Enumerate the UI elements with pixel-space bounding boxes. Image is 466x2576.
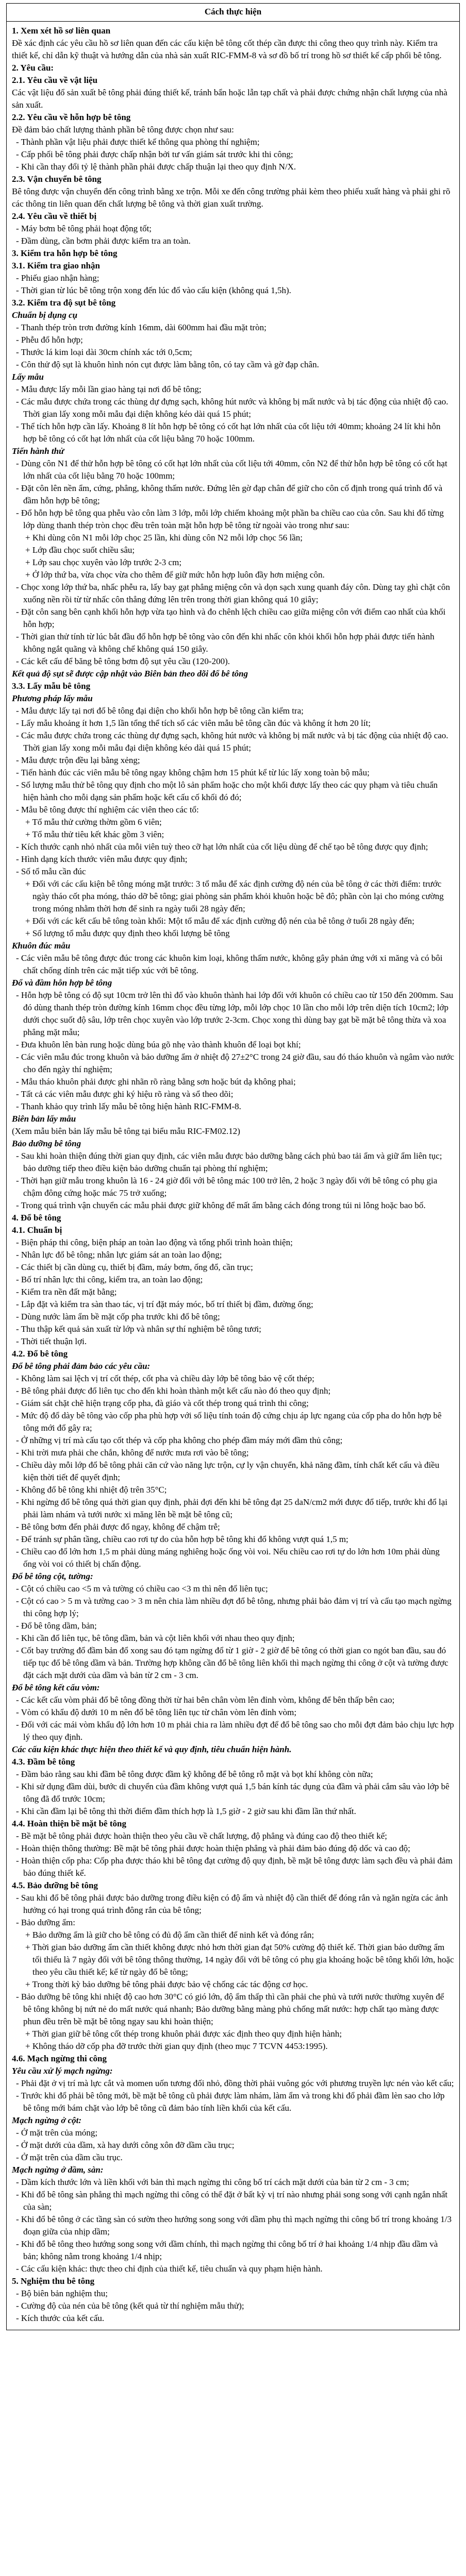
list-item: - Tất cả các viên mẫu được ghi ký hiệu rõ ràng và sổ theo dõi; [16,1089,234,1099]
sub-list-item: + Khi dùng côn N1 mỗi lớp chọc 25 lần, khi dùng côn N2 mỗi lớp chọc 56 lần; [25,533,303,543]
section-heading: 1. Xem xét hồ sơ liên quan [12,26,111,36]
italic-heading: Các cấu kiện khác thực hiện theo thiết kế và quy định, tiêu chuẩn hiện hành. [12,1744,292,1754]
subsection-heading: 3.2. Kiểm tra độ sụt bê tông [12,298,116,308]
list-item: - Nhân lực đổ bê tông; nhân lực giám sát an toàn lao động; [16,1250,222,1260]
section-heading: 4.5. Bảo dưỡng bê tông [12,1880,98,1890]
list-item: - Đối với các mái vòm khẩu độ lớn hơn 10 m phải chia ra làm nhiều đợt để đổ bê tông sao cho mỗi đợt đảm bảo chịu lực hợp lý theo quy định. [16,1720,454,1742]
italic-heading: Biên bản lấy mẫu [12,1114,76,1124]
list-item: - Khi trời mưa phải che chắn, không để nước mưa rơi vào bê tông; [16,1448,249,1458]
list-item: - Cấp phối bê tông phải được chấp nhận bởi tư vấn giám sát trước khi thi công; [16,149,293,159]
list-item: - Ở mặt trên của móng; [16,2128,98,2138]
paragraph: Đề xác định các yêu cầu hồ sơ liên quan đến các cấu kiện bê tông cốt thép cần được thi công theo quy trình này. Kiểm tra thiết kế, chỉ dẫn kỹ thuật và hướng dẫn của nhà sản xuất RIC-FMM-8 và sơ đồ bố trí trong hồ sơ thiết kế cấp phối bê tông. [12,38,442,60]
list-item: - Ở mặt dưới của dầm, xà hay dưới công xôn đỡ dầm cầu trục; [16,2140,235,2150]
paragraph: Các vật liệu đổ sản xuất bê tông phải đúng thiết kế, tránh bẩn hoặc lẫn tạp chất và phải được chứng nhận chất lượng của nhà sản xuất. [12,88,447,110]
list-item: - Các cấu kiện khác: thực theo chỉ định của thiết kế, tiêu chuẩn và quy phạm hiện hành. [16,2264,323,2274]
subsection-heading: 4.3. Đầm bê tông [12,1757,75,1767]
list-item: - Chọc xong lớp thứ ba, nhấc phễu ra, lấy bay gạt phẳng miệng côn và dọn sạch xung quanh đáy côn. Dùng tay ghì chặt côn xuống nền rồi từ từ nhấc côn thẳng đứng lên trên trong thời gian không quá 10 giây; [16,582,451,604]
list-item: - Thanh thép tròn trơn đường kính 16mm, dài 600mm hai đầu mặt tròn; [16,323,267,332]
list-item: - Trong quá trình vận chuyển các mẫu phải được giữ không để mất ẩm bằng cách đóng trong túi ni lông hoặc bao bố. [16,1200,426,1210]
list-item: - Khi sử dụng đầm dùi, bước di chuyển của đầm không vượt quá 1,5 bán kính tác dụng của đầm và phải cắm sâu vào lớp bê tông đã đổ trước 10cm; [16,1782,450,1804]
list-item: - Chiều cao đổ lớn hơn 1,5 m phải dùng máng nghiêng hoặc ống vòi voi. Nếu chiều cao rơi tự do lớn hơn 10m phải dùng ống vòi voi có thiết bị chấn động. [16,1547,440,1569]
list-item: - Trước khi đổ phải bê tông mới, bề mặt bê tông cũ phải được làm nhám, làm ẩm và trong khi đổ phải đầm lèn sao cho lớp bê tông mới bám chặt vào lớp bê tông cũ đảm bảo tính liền khối của kết cấu. [16,2091,445,2113]
italic-heading: Kết quả độ sụt sẽ được cập nhật vào Biên bản theo dõi đổ bê tông [12,669,248,679]
italic-heading: Bảo dưỡng bê tông [12,1139,81,1148]
sub-list-item: + Không tháo dỡ cốp pha đỡ trước thời gian quy định (theo mục 7 TCVN 4453:1995). [25,2041,328,2051]
list-item: - Kiểm tra nền đất mặt bằng; [16,1287,117,1297]
section-heading: 3. Kiểm tra hỗn hợp bê tông [12,248,118,258]
list-item: - Ở những vị trí mà cấu tạo cốt thép và cốp pha không cho phép đầm máy mới đầm thủ công; [16,1435,343,1445]
list-item: - Mẫu được lấy tại nơi đổ bê tông đại diện cho khối hỗn hợp bê tông cần kiểm tra; [16,706,304,716]
list-item: - Cột có chiều cao <5 m và tường có chiều cao <3 m thì nên đổ liên tục; [16,1584,268,1594]
italic-heading: Phương pháp lấy mẫu [12,693,93,703]
italic-heading: Mạch ngừng ở cột: [12,2115,82,2125]
list-item: - Mẫu được lấy mỗi lần giao hàng tại nơi đổ bê tông; [16,384,202,394]
list-item: - Dùng nước làm ẩm bề mặt cốp pha trước khi đổ bê tông; [16,1312,220,1321]
sub-list-item: + Trong thời kỳ bảo dưỡng bê tông phải được bảo vệ chống các tác động cơ học. [25,1979,308,1989]
list-item: - Lấy mẫu khoảng ít hơn 1,5 lần tổng thể tích số các viên mẫu bê tông cần đúc và không ít hơn 20 lít; [16,718,371,728]
subsection-heading: 4.4. Hoàn thiện bề mặt bê tông [12,1819,126,1828]
sub-list-item: + Lớp sau chọc xuyên vào lớp trước 2-3 cm; [25,557,182,567]
list-item: - Lắp đặt và kiểm tra sàn thao tác, vị trí đặt máy móc, bố trí thiết bị đầm, đường ống; [16,1299,313,1309]
sub-list-item: + Lớp đầu chọc suốt chiều sâu; [25,545,135,555]
sub-list-item: + Tổ mẫu thử tiêu kết khác gồm 3 viên; [25,829,164,839]
list-item: - Khi cần đầm lại bê tông thì thời điểm đầm thích hợp là 1,5 giờ - 2 giờ sau khi đầm lần thứ nhất. [16,1806,356,1816]
subsection-heading: 2.4. Yêu cầu về thiết bị [12,211,97,221]
sub-list-item: + Tổ mẫu thử cường thờm gồm 6 viên; [25,817,162,827]
list-item: - Số tổ mẫu cần đúc [16,867,86,876]
list-item: - Bảo dưỡng ẩm: [16,1918,75,1927]
list-item: - Bề mặt bê tông phải được hoàn thiện theo yêu cầu về chất lượng, độ phẳng và đúng cao độ theo thiết kế; [16,1831,387,1841]
list-item: - Kích thước cạnh nhỏ nhất của mỗi viên tuỳ theo cỡ hạt lớn nhất của cốt liệu dùng để chế tạo bê tông được quy định; [16,842,428,852]
list-item: - Sau khi hoàn thiện đúng thời gian quy định, các viên mẫu được bảo dưỡng bằng cách phủ bao tải ẩm và giữ ẩm liên tục; bảo dưỡng tiếp theo điều kiện bảo dưỡng chuẩn tại phòng thí nghiệm; [16,1151,442,1173]
list-item: - Thời hạn giữ mẫu trong khuôn là 16 - 24 giờ đối với bê tông mác 100 trở lên, 2 hoặc 3 ngày đối với bê tông có phụ gia chậm đông cứng hoặc mác 75 trở xuống; [16,1176,438,1198]
list-item: - Các mẫu được chứa trong các thùng dự đựng sạch, không hút nước và không bị mất nước và bị tác động của nhiệt độ cao. Thời gian lấy xong mỗi mẫu đại diện không kéo dài quá 15 phút; [16,731,448,753]
list-item: - Côn thử độ sụt là khuôn hình nón cụt được làm bằng tôn, có tay cầm và gờ đạp chân. [16,360,319,369]
list-item: - Cột có cao > 5 m và tường cao > 3 m nên chia làm nhiều đợt đổ bê tông, nhưng phải bảo đảm vị trí và cấu tạo mạch ngừng thi công hợp lý; [16,1596,452,1618]
list-item: - Cường độ của nén của bê tông (kết quả từ thí nghiệm mẫu thử); [16,2301,244,2311]
section-heading: 4.6. Mạch ngừng thi công [12,2054,107,2063]
list-item: - Thời gian thử tính từ lúc bắt đầu đổ hỗn hợp bê tông vào côn đến khi nhấc côn khỏi khối hỗn hợp phải được tiến hành không ngắt quãng và không chế không quá 150 giây. [16,632,435,654]
italic-heading: Yêu cầu xử lý mạch ngừng: [12,2066,113,2076]
list-item: - Vòm có khẩu độ dưới 10 m nên đổ bê tông liên tục từ chân vòm lên đỉnh vòm; [16,1707,297,1717]
italic-heading: Mạch ngừng ở dầm, sàn: [12,2165,104,2175]
sub-list-item: + Ở lớp thứ ba, vừa chọc vừa cho thêm để giữ mức hỗn hợp luôn đầy hơn miệng côn. [25,570,325,580]
list-item: - Đặt côn sang bên cạnh khối hỗn hợp vừa tạo hình và đo chênh lệch chiều cao giữa miệng côn với điểm cao nhất của khối hỗn hợp; [16,607,446,629]
document-body [7,22,459,2330]
list-item: - Ở mặt trên của dầm cầu trục. [16,2153,123,2162]
list-item: - Mẫu tháo khuôn phải được ghi nhãn rõ ràng bằng sơn hoặc bút dạ không phai; [16,1077,296,1087]
list-item: - Thể tích hỗn hợp cần lấy. Khoảng 8 lít hỗn hợp bê tông có cốt hạt lớn nhất của cốt liệu tới 40mm; khoảng 24 lít khi hỗn hợp bê tông có cốt hạt lớn nhất của cốt liệu bằng 70 hoặc 100mm. [16,421,441,444]
italic-heading: Đổ bê tông cột, tường: [12,1571,93,1581]
list-item: - Bảo dưỡng bê tông khi nhiệt độ cao hơn 30°C có gió lớn, độ ẩm thấp thì cần phải che phủ và tưới nước thường xuyên để bê tông không bị nứt nẻ do mất nước quá nhanh; Bảo dưỡng bằng màng phủ chống mất nước: hợp chất tạo màng được phun đều trên bề mặt bê tông ngay sau khi hoàn thiện; [16,1992,444,2026]
list-item: - Thời gian từ lúc bê tông trộn xong đến lúc đổ vào cấu kiện (không quá 1,5h). [16,285,291,295]
sub-list-item: + Đối với các kết cấu bê tông toàn khối: Một tổ mẫu để xác định cường độ nén của bê tông ở tuổi 28 ngày đến; [25,916,414,926]
subsection-heading: 2.3. Vận chuyển bê tông [12,174,102,184]
list-item: - Hoàn thiện cốp pha: Cốp pha được tháo khi bê tông đạt cường độ quy định, bề mặt bê tông được làm sạch đều và phải đảm bảo đúng thiết kế. [16,1856,453,1878]
list-item: - Thước lá kim loại dài 30cm chính xác tới 0,5cm; [16,347,192,357]
list-item: - Dầm kích thước lớn và liền khối với bản thì mạch ngừng thi công bố trí cách mặt dưới của bản từ 2 cm - 3 cm; [16,2177,409,2187]
list-item: - Đặt côn lên nền ẩm, cứng, phẳng, không thấm nước. Đứng lên gờ đạp chân để giữ cho côn cố định trong quá trình đổ và đầm hỗn hợp bê tông; [16,483,443,505]
italic-heading: Lấy mẫu [12,372,44,382]
list-item: - Các thiết bị cần dùng cụ, thiết bị đầm, máy bơm, ống đổ, cần trục; [16,1262,253,1272]
section-heading: 5. Nghiệm thu bê tông [12,2276,95,2286]
list-item: - Phải đặt ở vị trí mà lực cắt và momen uốn tương đối nhỏ, đồng thời phải vuông góc với phương truyền lực nén vào kết cấu; [16,2078,454,2088]
list-item: - Giám sát chặt chẽ hiện trạng cốp pha, đà giáo và cốt thép trong quá trình thi công; [16,1398,309,1408]
list-item: - Bộ biên bản nghiệm thu; [16,2289,108,2298]
list-item: - Biện pháp thi công, biện pháp an toàn lao động và tổng phối trình hoàn thiện; [16,1238,293,1247]
list-item: - Thu thập kết quả sản xuất từ lớp và nhân sự thí nghiệm bê tông tươi; [16,1324,261,1334]
list-item: - Đổ hỗn hợp bê tông qua phễu vào côn làm 3 lớp, mỗi lớp chiếm khoảng một phần ba chiều cao của côn. Sau khi đổ từng lớp dùng thanh thép tròn chọc đều trên toàn mặt hỗn hợp bê tông từ ngoài vào trong như sau: [16,508,444,530]
list-item: - Tiến hành đúc các viên mẫu bê tông ngay không chậm hơn 15 phút kể từ lúc lấy xong toàn bộ mẫu; [16,768,370,777]
list-item: - Hoàn thiện thông thường: Bề mặt bê tông phải được hoàn thiện phẳng và phải đảm bảo đúng độ dốc và cao độ; [16,1843,410,1853]
italic-heading: Đổ bê tông kết cấu vòm: [12,1683,100,1692]
list-item: - Phễu đổ hỗn hợp; [16,335,83,345]
subsection-heading: 4.1. Chuẩn bị [12,1225,62,1235]
list-item: - Mẫu bê tông được thí nghiệm các viên theo các tổ: [16,805,199,815]
italic-heading: Đổ bê tông phải đảm bảo các yêu cầu: [12,1361,151,1371]
sub-list-item: + Thời gian giữ bê tông cốt thép trong khuôn phải được xác định theo quy định hiện hành; [25,2029,342,2039]
paragraph: Đề đảm bảo chất lượng thành phần bê tông được chọn như sau: [12,125,234,134]
sub-list-item: + Bảo dưỡng ẩm là giữ cho bê tông có đủ độ ẩm cần thiết để ninh kết và đóng rắn; [25,1930,314,1940]
list-item: - Mẫu được trộn đều lại bằng xẻng; [16,755,140,765]
list-item: - Số lượng mẫu thử bê tông quy định cho một lô sản phẩm hoặc cho một khối được lấy theo các quy phạm và tiêu chuẩn hiện hành cho mỗi dạng sản phẩm hoặc kết cấu cố khối đó đó; [16,780,438,802]
subsection-heading: 2.1. Yêu cầu về vật liệu [12,75,98,85]
list-item: - Hỗn hợp bê tông có độ sụt 10cm trở lên thì đổ vào khuôn thành hai lớp đối với khuôn có chiều cao từ 150 đến 200mm. Sau đó dùng thanh thép tròn đường kính 16mm chọc đều từng lớp, mỗi lớp chọc 10 lần cho mỗi lớp trên diện tích 10cm2; lớp dưới chọc suốt độ sâu, lớp trên chọc xuyên vào lớp trước 2-3cm. Chọc xong thì dùng bay gạt bề mặt bê tông thừa và xoa phẳng mặt mẫu; [16,990,454,1037]
list-item: - Thành phần vật liệu phải được thiết kế thông qua phòng thí nghiệm; [16,137,260,147]
subsection-heading: 4.2. Đổ bê tông [12,1349,68,1359]
italic-heading: Chuẩn bị dụng cụ [12,310,78,320]
list-item: - Không đổ bê tông khi nhiệt độ trên 35°C; [16,1485,167,1495]
list-item: - Thời tiết thuận lợi. [16,1336,87,1346]
subsection-heading: 3.1. Kiểm tra giao nhận [12,261,100,270]
list-item: - Các kết cấu vòm phải đổ bê tông đồng thời từ hai bên chân vòm lên đỉnh vòm, không để bên thấp bên cao; [16,1695,395,1705]
list-item: - Máy bơm bê tông phải hoạt động tốt; [16,224,152,233]
list-item: - Bê tông bơm đến phải được đổ ngay, không để chậm trễ; [16,1522,220,1532]
section-heading: 2. Yêu cầu: [12,63,54,73]
list-item: - Để tránh sự phân tầng, chiều cao rơi tự do của hỗn hợp bê tông khi đổ không vượt quá 1,5 m; [16,1534,348,1544]
list-item: - Bê tông phải được đổ liên tục cho đến khi hoàn thành một kết cấu nào đó theo quy định; [16,1386,331,1396]
list-item: - Thanh khảo quy trình lấy mẫu bê tông hiện hành RIC-FMM-8. [16,1101,241,1111]
italic-heading: Đổ và đầm hỗn hợp bê tông [12,978,112,988]
paragraph: (Xem mẫu biên bản lấy mẫu bê tông tại biểu mẫu RIC-FM02.12) [12,1126,240,1136]
list-item: - Bố trí nhân lực thi công, kiểm tra, an toàn lao động; [16,1275,203,1284]
paragraph: Bê tông được vận chuyển đến công trình bằng xe trộn. Mỗi xe đến công trường phải kèm theo phiếu xuất hàng và phải ghi rõ các thông tin liên quan đến chất lượng bê tông và thời gian xuất trường. [12,187,451,209]
list-item: - Hình dạng kích thước viên mẫu được quy định; [16,854,188,864]
list-item: - Đưa khuôn lên bàn rung hoặc dùng búa gõ nhẹ vào thành khuôn để loại bọt khí; [16,1040,301,1049]
list-item: - Kích thước của kết cấu. [16,2313,105,2323]
italic-heading: Khuôn đúc mẫu [12,941,71,951]
list-item: - Các viên mẫu đúc trong khuôn và bảo dưỡng ẩm ở nhiệt độ 27±2°C trong 24 giờ đầu, sau đó tháo khuôn và ngâm vào nước cho đến ngày thí nghiệm; [16,1052,454,1074]
sub-list-item: + Số lượng tổ mẫu được quy định theo khối lượng bê tông [25,928,230,938]
list-item: - Đầm dùng, cần bơm phải được kiểm tra an toàn. [16,236,191,246]
list-item: - Khi đổ bê tông ở các tầng sàn có sườn theo hướng song song với dầm phụ thì mạch ngừng thi công bố trí trong khoảng 1/3 đoạn giữa của nhịp dầm; [16,2214,452,2236]
list-item: - Đổ bê tông dầm, bản; [16,1621,97,1631]
section-heading: 4. Đổ bê tông [12,1213,61,1223]
list-item: - Sau khi đổ bê tông phải được bảo dưỡng trong điều kiện có độ ẩm và nhiệt độ cần thiết để đóng rắn và ngăn ngừa các ảnh hưởng có hại trong quá trình đông rắn của bê tông; [16,1893,448,1915]
subsection-heading: 3.3. Lấy mẫu bê tông [12,681,91,691]
list-item: - Mức độ đổ dày bê tông vào cốp pha phù hợp với số liệu tính toán độ cứng chịu áp lực ngang của cốp pha do hỗn hợp bê tông mới đổ gây ra; [16,1411,442,1433]
subsection-heading: 2.2. Yêu cầu về hỗn hợp bê tông [12,112,131,122]
italic-heading: Tiến hành thử [12,446,64,456]
list-item: - Khi đổ bê tông theo hướng song song với dầm chính, thì mạch ngừng thi công bố trí ở hai khoảng 1/4 nhịp đầu dầm và bản; không nằm trong khoảng 1/4 nhịp; [16,2239,438,2261]
list-item: - Các viên mẫu bê tông được đúc trong các khuôn kim loại, không thấm nước, không gây phản ứng với xi măng và có bôi chất chống dính trên các mặt tiếp xúc với bê tông. [16,953,443,975]
list-item: - Các mẫu được chứa trong các thùng dự đựng sạch, không hút nước và không bị mất nước và bị tác động của nhiệt độ cao. Thời gian lấy xong mỗi mẫu đại diện không kéo dài quá 15 phút; [16,397,448,419]
list-item: - Chiều dày mỗi lớp đổ bê tông phải căn cứ vào năng lực trộn, cự ly vận chuyển, khả năng đầm, tính chất kết cấu và điều kiện thời tiết để quyết định; [16,1460,440,1482]
list-item: - Không làm sai lệch vị trí cốt thép, cốt pha và chiều dày lớp bê tông bảo vệ cốt thép; [16,1374,314,1383]
list-item: - Khi ngừng đổ bê tông quá thời gian quy định, phải đợi đến khi bê tông đạt 25 daN/cm2 mới được đổ tiếp, trước khi đổ lại phải làm nhám và tưới nước xi măng lên bề mặt bê tông cũ; [16,1497,447,1519]
document-page [6,3,460,2330]
list-item: - Khi cần thay đổi tỷ lệ thành phần phải được chấp thuận lại theo quy định N/X. [16,162,296,172]
list-item: - Phiếu giao nhận hàng; [16,273,99,283]
list-item: - Cốt bay trường đổ đầm bản đổ xong sau đó tạm ngừng đổ từ 1 giờ - 2 giờ để bê tông có thời gian co ngót ban đầu, sau đó tiếp tục đổ bê tông dầm và bản. Trường hợp không cần đổ bê tông liên khối thì mạch ngừng thi công ở cột và tường được đặt cách mặt dưới của dầm và bản từ 2 cm - 3 cm. [16,1646,448,1680]
list-item: - Khi cần đổ liên tục, bê tông dầm, bản và cột liên khối với nhau theo quy định; [16,1633,295,1643]
list-item: - Đầm bảo rằng sau khi đầm bê tông được đầm kỹ không để bê tông rỗ mặt và bọt khí không còn nữa; [16,1769,373,1779]
list-item: - Khi đổ bê tông sàn phẳng thì mạch ngừng thi công có thể đặt ở bất kỳ vị trí nào nhưng phải song song với cạnh ngắn nhất của sàn; [16,2190,448,2212]
list-item: - Dùng côn N1 để thử hỗn hợp bê tông có cốt hạt lớn nhất của cốt liệu tới 40mm, côn N2 để thử hỗn hợp bê tông có cốt hạt lớn nhất của cốt liệu bằng 70 hoặc 100mm; [16,459,447,481]
sub-list-item: + Đối với các cấu kiện bê tông móng mặt trước: 3 tổ mẫu để xác định cường độ nén của bê tông ở các thời điểm: trước ngày tháo cốt pha móng, tháo dỡ bê tông; giai phòng sản phẩm khỏi khuôn hoặc bê đô; phần còn lại cho móng cường trong móng nhằm thời hơn để sinh ra ngày tuổi 28 ngày đến; [25,879,444,913]
page-title: Cách thực hiện [7,4,459,22]
sub-list-item: + Thời gian bảo dưỡng ẩm cần thiết không được nhỏ hơn thời gian đạt 50% cường độ thiết kế. Thời gian bảo dưỡng ẩm tối thiểu là 7 ngày đối với bê tông thông thường, 14 ngày đối với bê tông có phụ gia khoáng hoặc bê tông khối lớn, hoặc theo yêu cầu thiết kế; kể từ ngày đổ bê tông; [25,1942,454,1977]
list-item: - Các kết cấu để băng bê tông bơm độ sụt yêu cầu (120-200). [16,656,230,666]
